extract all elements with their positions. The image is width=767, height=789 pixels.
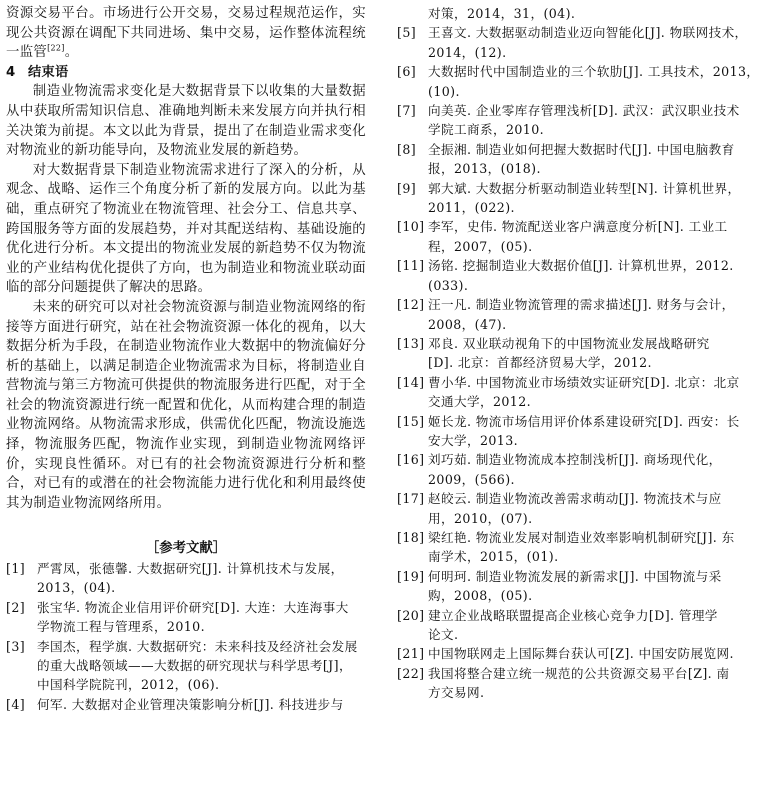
reference-item [397, 62, 761, 101]
reference-item [397, 334, 761, 373]
reference-line: 用，2010，(07). [428, 510, 533, 526]
reference-index: [17] [397, 491, 425, 507]
reference-line: (033). [428, 277, 469, 293]
reference-index: [3] [6, 638, 26, 654]
reference-item [397, 644, 761, 663]
reference-line: 向美英. 企业零库存管理浅析[D]. 武汉：武汉职业技术 [428, 103, 740, 119]
reference-line: [D]. 北京：首都经济贸易大学，2012. [428, 355, 652, 371]
reference-index: [20] [397, 607, 425, 623]
references-title: ［参考文献］ [145, 540, 227, 557]
reference-index: [2] [6, 599, 26, 615]
reference-line: 汤铭. 挖掘制造业大数据价值[J]. 计算机世界，2012. [428, 258, 734, 274]
reference-line: 2009，(566). [428, 471, 515, 487]
reference-index: [19] [397, 568, 425, 584]
reference-line: 2014，(12). [428, 44, 507, 60]
reference-line: 汪一凡. 制造业物流管理的需求描述[J]. 财务与会计， [428, 297, 735, 313]
section-number: 4 [6, 64, 16, 80]
paragraph: 对大数据背景下制造业物流需求进行了深入的分析，从观念、战略、运作三个角度分析了新的发展方向。以此为基础，重点研究了物流业在物流管理、社会分工、信息共享、跨国服务等方面的发展趋势，并对其配送结构、基础设施的优化进行分析。本文提出的物流业发展的新趋势不仅为物流业的产业结构优化提供了方向，也为制造业和物流业联动面临的部分问题提供了解决的思路。 [6, 162, 366, 296]
reference-item [397, 412, 761, 451]
reference-line: 的重大战略领域——大数据的研究现状与科学思考[J]， [37, 658, 352, 674]
reference-line: (10). [428, 83, 460, 99]
reference-index: [6] [397, 64, 417, 80]
reference-item [397, 489, 761, 528]
reference-item [397, 101, 761, 140]
reference-line: 郭大斌. 大数据分析驱动制造业转型[N]. 计算机世界， [428, 180, 741, 196]
intro-paragraph [6, 4, 366, 63]
reference-index: [21] [397, 646, 425, 662]
reference-item [397, 373, 761, 412]
left-column [6, 4, 366, 714]
paragraph: 未来的研究可以对社会物流资源与制造业物流网络的衔接等方面进行研究，站在社会物流资源一体化的视角，以大数据分析为手段，在制造业物流作业大数据中的物流偏好分析的基础上，以满足制造企业物流需求为目标，将制造业自营物流与第三方物流可供提供的物流服务进行匹配，对于全社会的物流资源进行统一配置和优化，从而构建合理的制造业物流网络。从物流需求形成，供需优化匹配，物流设施选择，物流服务匹配，物流作业实现，到制造业物流网络评价，实现良性循环。对已有的社会物流资源进行分析和整合，对已有的或潜在的社会物流能力进行优化和利用最终使其为制造业物流网络所用。 [6, 299, 366, 511]
reference-line: 李国杰，程学旗. 大数据研究：未来科技及经济社会发展 [37, 638, 358, 654]
intro-text: 资源交易平台。市场进行公开交易，交易过程规范运作，实现公共资源在调配下共同进场、集中交易，运作整体流程统一监管 [6, 6, 366, 61]
reference-line: 论文. [428, 627, 459, 642]
reference-line: 大数据时代中国制造业的三个软肋[J]. 工具技术，2013， [428, 64, 760, 80]
reference-item [397, 217, 761, 256]
references-list-left [6, 559, 366, 714]
reference-item [397, 664, 761, 703]
section-heading [6, 63, 366, 83]
reference-line: 梁红艳. 物流业发展对制造业效率影响机制研究[J]. 东 [428, 529, 735, 545]
reference-line: 南学术，2015，(01). [428, 549, 559, 565]
reference-line: 程，2007，(05). [428, 238, 533, 254]
reference-item [397, 295, 761, 334]
reference-line: 方交易网. [428, 685, 485, 701]
reference-index: [18] [397, 529, 425, 545]
reference-line: 王喜文. 大数据驱动制造业迈向智能化[J]. 物联网技术， [428, 25, 748, 41]
reference-index: [4] [6, 696, 26, 712]
references-list-right [397, 23, 761, 702]
reference-index: [15] [397, 413, 425, 429]
reference-line: 张宝华. 物流企业信用评价研究[D]. 大连：大连海事大 [37, 599, 349, 615]
reference-item [397, 528, 761, 567]
reference-index: [11] [397, 258, 425, 274]
reference-line: 学物流工程与管理系，2010. [37, 619, 205, 635]
reference-line: 刘巧茹. 制造业物流成本控制浅析[J]. 商场现代化， [428, 452, 722, 468]
reference-line: 何明珂. 制造业物流发展的新需求[J]. 中国物流与采 [428, 568, 722, 584]
reference-index: [5] [397, 25, 417, 41]
reference-line: 李军，史伟. 物流配送业客户满意度分析[N]. 工业工 [428, 219, 728, 235]
intro-end: 。 [64, 45, 79, 61]
reference-line: 曹小华. 中国物流业市场绩效实证研究[D]. 北京：北京 [428, 374, 740, 390]
right-column [397, 4, 761, 703]
reference-index: [14] [397, 374, 425, 390]
reference-line: 全振湘. 制造业如何把握大数据时代[J]. 中国电脑教育 [428, 141, 735, 157]
reference-line: 报，2013，(018). [428, 161, 541, 177]
reference-line: 姬长龙. 物流市场信用评价体系建设研究[D]. 西安：长 [428, 413, 740, 429]
reference-line: 学院工商系，2010. [428, 122, 545, 138]
reference-index: [13] [397, 335, 425, 351]
reference-line: 2013，(04). [37, 580, 116, 596]
reference-line: 中国物联网走上国际舞台获认可[Z]. 中国安防展览网. [428, 646, 734, 662]
reference-item [6, 637, 366, 695]
reference-item [6, 695, 366, 714]
reference-line: 购，2008，(05). [428, 588, 533, 604]
reference-line: 赵皎云. 制造业物流改善需求萌动[J]. 物流技术与应 [428, 491, 722, 507]
reference-index: [1] [6, 561, 26, 577]
reference-index: [9] [397, 180, 417, 196]
reference-line: 交通大学，2012. [428, 394, 532, 410]
reference-item [397, 256, 761, 295]
section-title: 结束语 [28, 64, 69, 80]
reference-item [397, 23, 761, 62]
reference-item [397, 606, 761, 645]
reference-index: [16] [397, 452, 425, 468]
reference-item [397, 567, 761, 606]
reference-line: 建立企业战略联盟提高企业核心竞争力[D]. 管理学 [428, 607, 718, 623]
reference-index: [8] [397, 141, 417, 157]
reference-line: 2011，(022). [428, 200, 515, 216]
reference-item [397, 140, 761, 179]
reference-line: 我国将整合建立统一规范的公共资源交易平台[Z]. 南 [428, 665, 730, 681]
reference-item [6, 598, 366, 637]
reference-line: 中国科学院院刊，2012，(06). [37, 677, 220, 693]
reference-line: 何军. 大数据对企业管理决策影响分析[J]. 科技进步与 [37, 696, 344, 712]
reference-item [397, 179, 761, 218]
reference-line: 邓良. 双业联动视角下的中国物流业发展战略研究 [428, 335, 710, 351]
reference-index: [10] [397, 219, 425, 235]
reference-continuation: 对策，2014，31，(04). [428, 6, 576, 21]
reference-index: [12] [397, 297, 425, 313]
reference-line: 2008，(47). [428, 316, 507, 332]
reference-line: 安大学，2013. [428, 432, 519, 448]
paragraph: 制造业物流需求变化是大数据背景下以收集的大量数据从中获取所需知识信息、准确地判断未来发展方向并执行相关决策为前提。本文以此为背景，提出了在制造业需求变化对物流业的新功能导向，及物流业发展的新趋势。 [6, 84, 366, 159]
reference-line: 严霄凤，张德馨. 大数据研究[J]. 计算机技术与发展， [37, 561, 344, 577]
reference-index: [7] [397, 103, 417, 119]
reference-item [397, 450, 761, 489]
reference-item [6, 559, 366, 598]
citation-superscript: [22] [47, 43, 65, 53]
reference-index: [22] [397, 665, 425, 681]
